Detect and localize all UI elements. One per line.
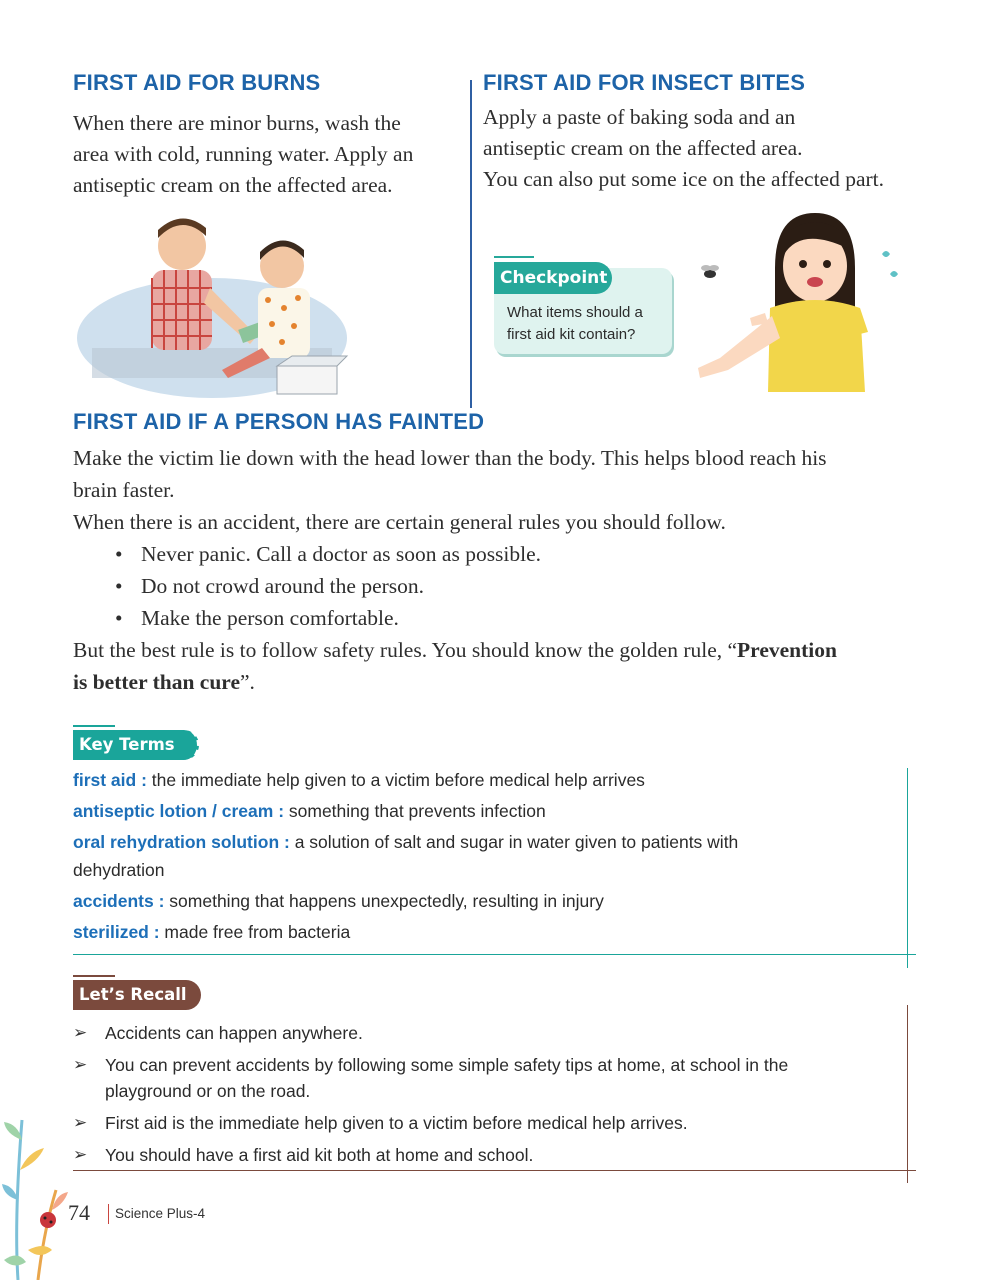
- recall-text: You should have a first aid kit both at home and school.: [105, 1145, 534, 1165]
- arrow-bullet-icon: ➢: [73, 1113, 88, 1132]
- term-row: [73, 856, 913, 884]
- term-name: antiseptic lotion / cream :: [73, 801, 285, 821]
- recall-text: Accidents can happen anywhere.: [105, 1023, 363, 1043]
- fainted-line: brain faster.: [73, 478, 175, 502]
- burns-line: antiseptic cream on the affected area.: [73, 173, 393, 197]
- bullet-icon: •: [115, 574, 123, 598]
- checkpoint-question: [507, 302, 643, 346]
- key-terms-border-bottom: [73, 954, 916, 955]
- recall-text: First aid is the immediate help given to a victim before medical help arrives.: [105, 1113, 688, 1133]
- arrow-bullet-icon: ➢: [73, 1023, 88, 1042]
- insect-bite-illustration: [690, 208, 910, 392]
- key-terms-border-right: [907, 768, 908, 968]
- term-name: first aid :: [73, 770, 147, 790]
- book-title: Science Plus-4: [115, 1206, 206, 1221]
- term-row: [73, 797, 913, 825]
- list-item-text: Do not crowd around the person.: [141, 574, 425, 598]
- recall-list: [73, 1020, 903, 1168]
- fainted-line: When there is an accident, there are certain general rules you should follow.: [73, 510, 726, 534]
- list-item-text: Make the person comfortable.: [141, 606, 399, 630]
- term-definition: made free from bacteria: [159, 922, 351, 942]
- footer-divider: [108, 1204, 109, 1224]
- arrow-bullet-icon: ➢: [73, 1145, 88, 1164]
- recall-item: [73, 1142, 903, 1168]
- checkpoint-label: Checkpoint: [494, 262, 612, 294]
- term-name: accidents :: [73, 891, 165, 911]
- key-terms-accent-line: [73, 725, 115, 727]
- list-item: [73, 602, 933, 634]
- bullet-icon: •: [115, 606, 123, 630]
- floral-decoration: [0, 1100, 70, 1280]
- burns-heading: FIRST AID FOR BURNS: [73, 70, 321, 95]
- burns-line: area with cold, running water. Apply an: [73, 142, 414, 166]
- golden-rule-line-2: [73, 666, 933, 698]
- key-terms-label: Key Terms: [73, 730, 199, 760]
- key-terms-list: [73, 766, 913, 946]
- golden-rule-line: [73, 634, 933, 666]
- recall-text: playground or on the road.: [105, 1081, 311, 1101]
- term-row: [73, 766, 913, 794]
- term-definition: the immediate help given to a victim before medical help arrives: [146, 770, 645, 790]
- recall-label: Let’s Recall: [73, 980, 201, 1010]
- safety-rules-list: [73, 538, 933, 634]
- insect-heading: FIRST AID FOR INSECT BITES: [483, 70, 806, 95]
- golden-rule-text: But the best rule is to follow safety rules. You should know the golden rule, “: [73, 638, 738, 662]
- recall-item: [73, 1110, 903, 1136]
- fainted-line: Make the victim lie down with the head lower than the body. This helps blood reach his: [73, 446, 827, 470]
- burns-illustration: [72, 208, 354, 400]
- term-definition: dehydration: [73, 860, 165, 880]
- fainted-heading: FIRST AID IF A PERSON HAS FAINTED: [73, 409, 485, 434]
- insect-line: antiseptic cream on the affected area.: [483, 136, 803, 160]
- checkpoint-line: What items should a: [507, 304, 643, 321]
- golden-rule-text: ”.: [240, 670, 255, 694]
- checkpoint-accent-line: [494, 256, 534, 258]
- checkpoint-line: first aid kit contain?: [507, 326, 636, 343]
- arrow-bullet-icon: ➢: [73, 1055, 88, 1074]
- burns-paragraph: [73, 108, 463, 201]
- recall-item: [73, 1052, 903, 1104]
- insect-paragraph: [483, 102, 953, 195]
- insect-line: You can also put some ice on the affected part.: [483, 167, 885, 191]
- term-name: sterilized :: [73, 922, 160, 942]
- recall-border-right: [907, 1005, 908, 1183]
- recall-accent-line: [73, 975, 115, 977]
- list-item-text: Never panic. Call a doctor as soon as possible.: [141, 542, 542, 566]
- term-row: [73, 828, 913, 856]
- fainted-paragraph: [73, 442, 933, 698]
- recall-border-bottom: [73, 1170, 916, 1171]
- list-item: [73, 538, 933, 570]
- list-item: [73, 570, 933, 602]
- column-divider: [470, 80, 472, 408]
- golden-rule-bold: is better than cure: [73, 670, 241, 694]
- page-number: 74: [68, 1200, 90, 1225]
- recall-text: You can prevent accidents by following some simple safety tips at home, at school in the: [105, 1055, 789, 1075]
- term-definition: a solution of salt and sugar in water given to patients with: [289, 832, 739, 852]
- term-row: [73, 887, 913, 915]
- recall-item: [73, 1020, 903, 1046]
- golden-rule-bold: Prevention: [737, 638, 837, 662]
- bullet-icon: •: [115, 542, 123, 566]
- burns-line: When there are minor burns, wash the: [73, 111, 401, 135]
- term-definition: something that prevents infection: [284, 801, 546, 821]
- term-definition: something that happens unexpectedly, resulting in injury: [164, 891, 604, 911]
- term-name: oral rehydration solution :: [73, 832, 290, 852]
- term-row: [73, 918, 913, 946]
- insect-line: Apply a paste of baking soda and an: [483, 105, 796, 129]
